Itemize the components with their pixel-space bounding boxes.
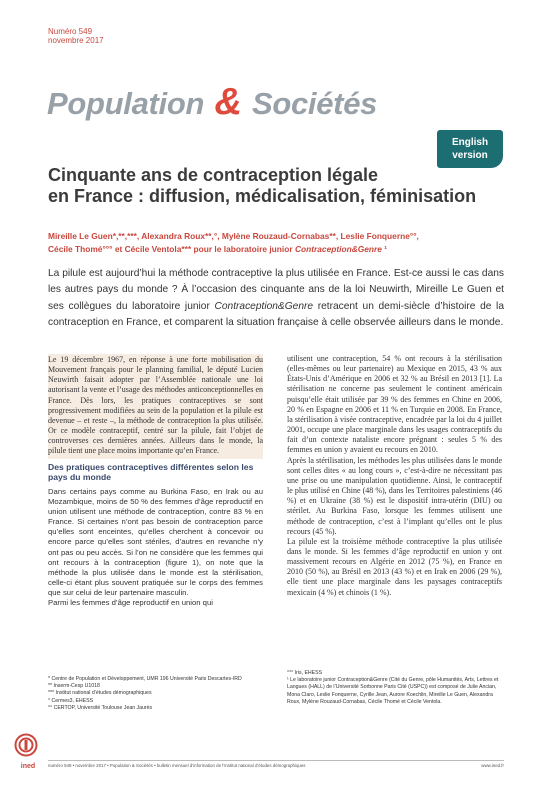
- footnote: *** Institut national d’études démographiques: [48, 690, 152, 697]
- footnotes-left: [48, 676, 263, 712]
- brand-title: [47, 81, 378, 123]
- english-version-button[interactable]: [437, 130, 503, 168]
- ined-logo[interactable]: [14, 733, 42, 770]
- authors-line-2-text: Cécile Thomé°°° et Cécile Ventola*** pour le laboratoire junior: [48, 243, 295, 254]
- title-line-2: en France : diffusion, médicalisation, féminisation: [48, 186, 477, 206]
- intro-paragraph: Le 19 décembre 1967, en réponse à une forte mobilisation du Mouvement français pour le planning familial, le député Lucien Neuwirth faisait adopter par l’Assemblée nationale une loi autorisant la vente et l’usage des méthodes anticonceptionnelles en France. Dès lors, les pratiques contraceptives se sont progressivement modifiées au sein de la population et la pilule est devenue – et reste –, la méthode de contraception la plus utilisée. Or ce modèle contraceptif, centré sur la pilule, fait l’objet de controverses ces dernières années. Ailleurs dans le monde, la pilule tient une place moins importante qu’en France.: [48, 354, 263, 459]
- right-column: [287, 354, 502, 598]
- ined-ring-icon: [14, 733, 38, 757]
- page-footer: [48, 760, 504, 769]
- ined-name: ined: [20, 763, 36, 770]
- lab-name: Contraception&Genre: [294, 243, 382, 254]
- body-paragraph-3: utilisent une contraception, 54 % ont recours à la stérilisation (elles-mêmes ou leur partenaire) au Mexique en 2015, 43 % aux États-Unis d’Amérique en 2006 et 32 % au Brésil en 2013 [1]. La stérilisation ne concerne pas seulement le continent américain puisqu’elle était utilisée par 39 % des femmes en Chine en 2006, 20 % en Espagne en 2006 et 11 % en Turquie en 2008. En France, la stérilisation à visée contraceptive, encadrée par la loi du 4 juillet 2001, occupe une place marginale dans les usages contraceptifs du fait d’un contexte nataliste encore prégnant : seules 5 % des femmes en union y avaient eu recours en 2010.: [287, 354, 502, 455]
- author-list: [48, 230, 510, 255]
- footnote: ¹ Le laboratoire junior Contraception&Genre (Cité du Genre, pôle Humanités, Arts, Lettres et Langues (HALL) de l’Université Sorbonne Paris Cité (USPC)) est composé de Julie Ancian, Mona Claro, Leslie Fonquerne, Cyrille Jean, Aurore Koechlin, Mireille Le Guen, Alexandra Roux, Mylène Rouzaud-Cornabas, Cécile Thomé et Cécile Ventola.: [287, 677, 499, 705]
- footer-text: numéro 549 • novembre 2017 • Population & Sociétés • bulletin mensuel d’information de l’Institut national d’études démographiques: [48, 763, 306, 768]
- footnote: * Centre de Population et Développement, UMR 196 Université Paris Descartes-IRD: [48, 676, 242, 682]
- section-heading: Des pratiques contraceptives différentes selon les pays du monde: [48, 461, 254, 483]
- issue-info: [48, 27, 104, 45]
- brand-population: Population: [47, 86, 205, 121]
- footnote: °° CERTOP, Université Toulouse Jean Jaurès: [48, 704, 153, 711]
- body-paragraph-1: Dans certains pays comme au Burkina Faso, en Irak ou au Mozambique, moins de 50 % des femmes d’âge reproductif en union utilisent une méthode de contraception, contre 83 % en France. Si certaines n’ont pas besoin de contraception parce qu’elles sont enceintes, qu’elles cherchent à concevoir ou encore parce qu’elles sont stériles, d’autres en revanche n’y ont pas ou peu accès. Si l’on ne considère que les femmes qui ont recours à la contraception (figure 1), on note que la méthode la plus utilisée dans le monde est la stérilisation, celle-ci étant plus souvent pratiquée sur le corps des femmes que sur celui de leur partenaire masculin.: [48, 486, 263, 598]
- issue-number: Numéro 549: [48, 27, 93, 36]
- authors-line-2: [48, 243, 510, 256]
- english-label: English: [451, 137, 489, 148]
- body-paragraph-5: La pilule est la troisième méthode contraceptive la plus utilisée dans le monde. Si les femmes d’âge reproductif en union y ont massivement recours en Algérie en 2012 (75 %), en France en 2010 (50 %), au Brésil en 2013 (43 %) et en Irak en 2006 (29 %), elle tient une place marginale dans les paysages contraceptifs mexicain (4 %) et chinois (1 %).: [287, 536, 502, 597]
- lead-text-1: La pilule est aujourd’hui la méthode contraceptive la plus utilisée en France. Est-ce aussi le cas dans les autres pays du monde ? À l’occasion des cinquante ans de la loi Neuwirth, Mireille Le Guen et ses collègues du laboratoire junior: [48, 268, 504, 312]
- footnote-mark: ¹: [381, 243, 388, 254]
- brand-societes: Sociétés: [251, 86, 378, 121]
- body-paragraph-2: Parmi les femmes d’âge reproductif en union qui: [48, 598, 213, 608]
- article-title: [48, 165, 518, 207]
- footnote: ** Inserm-Cesp U1018: [48, 683, 100, 690]
- issue-date: novembre 2017: [48, 36, 104, 45]
- body-paragraph-4: Après la stérilisation, les méthodes les plus utilisées dans le monde sont celles dites « au long cours », c’est-à-dire ne nécessitant pas une prise ou une manipulation quotidienne. Ainsi, le contraceptif le plus utilisé en Chine (48 %), dans les Territoires palestiniens (46 %) et en Ukraine (38 %) est le dispositif intra-utérin (DIU) ou stérilet. Au Burkina Faso, lorsque les femmes utilisent une méthode de contraception, c’est à l’implant qu’elles ont le plus recours (45 %).: [287, 455, 502, 536]
- footnotes-right: [287, 670, 502, 706]
- lead-text-2: retracent un demi-siècle d’histoire de la contraception en France, et comparent la situation française à celle observée ailleurs dans le monde.: [48, 300, 504, 328]
- footer-url[interactable]: www.ined.fr: [481, 763, 504, 768]
- lead-lab-name: Contraception&Genre: [214, 300, 314, 312]
- title-line-1: Cinquante ans de contraception légale: [48, 165, 379, 185]
- footnote: °°° Iris, EHESS: [287, 670, 323, 676]
- footnote: ° Cermes3, EHESS: [48, 697, 94, 704]
- brand-ampersand: &: [214, 81, 242, 123]
- left-column: [48, 354, 263, 608]
- authors-line-1: Mireille Le Guen*,**,***, Alexandra Roux**,°, Mylène Rouzaud-Cornabas**, Leslie Fonquerne°°,: [48, 231, 419, 241]
- lead-paragraph: [48, 266, 504, 331]
- version-label: version: [452, 150, 488, 161]
